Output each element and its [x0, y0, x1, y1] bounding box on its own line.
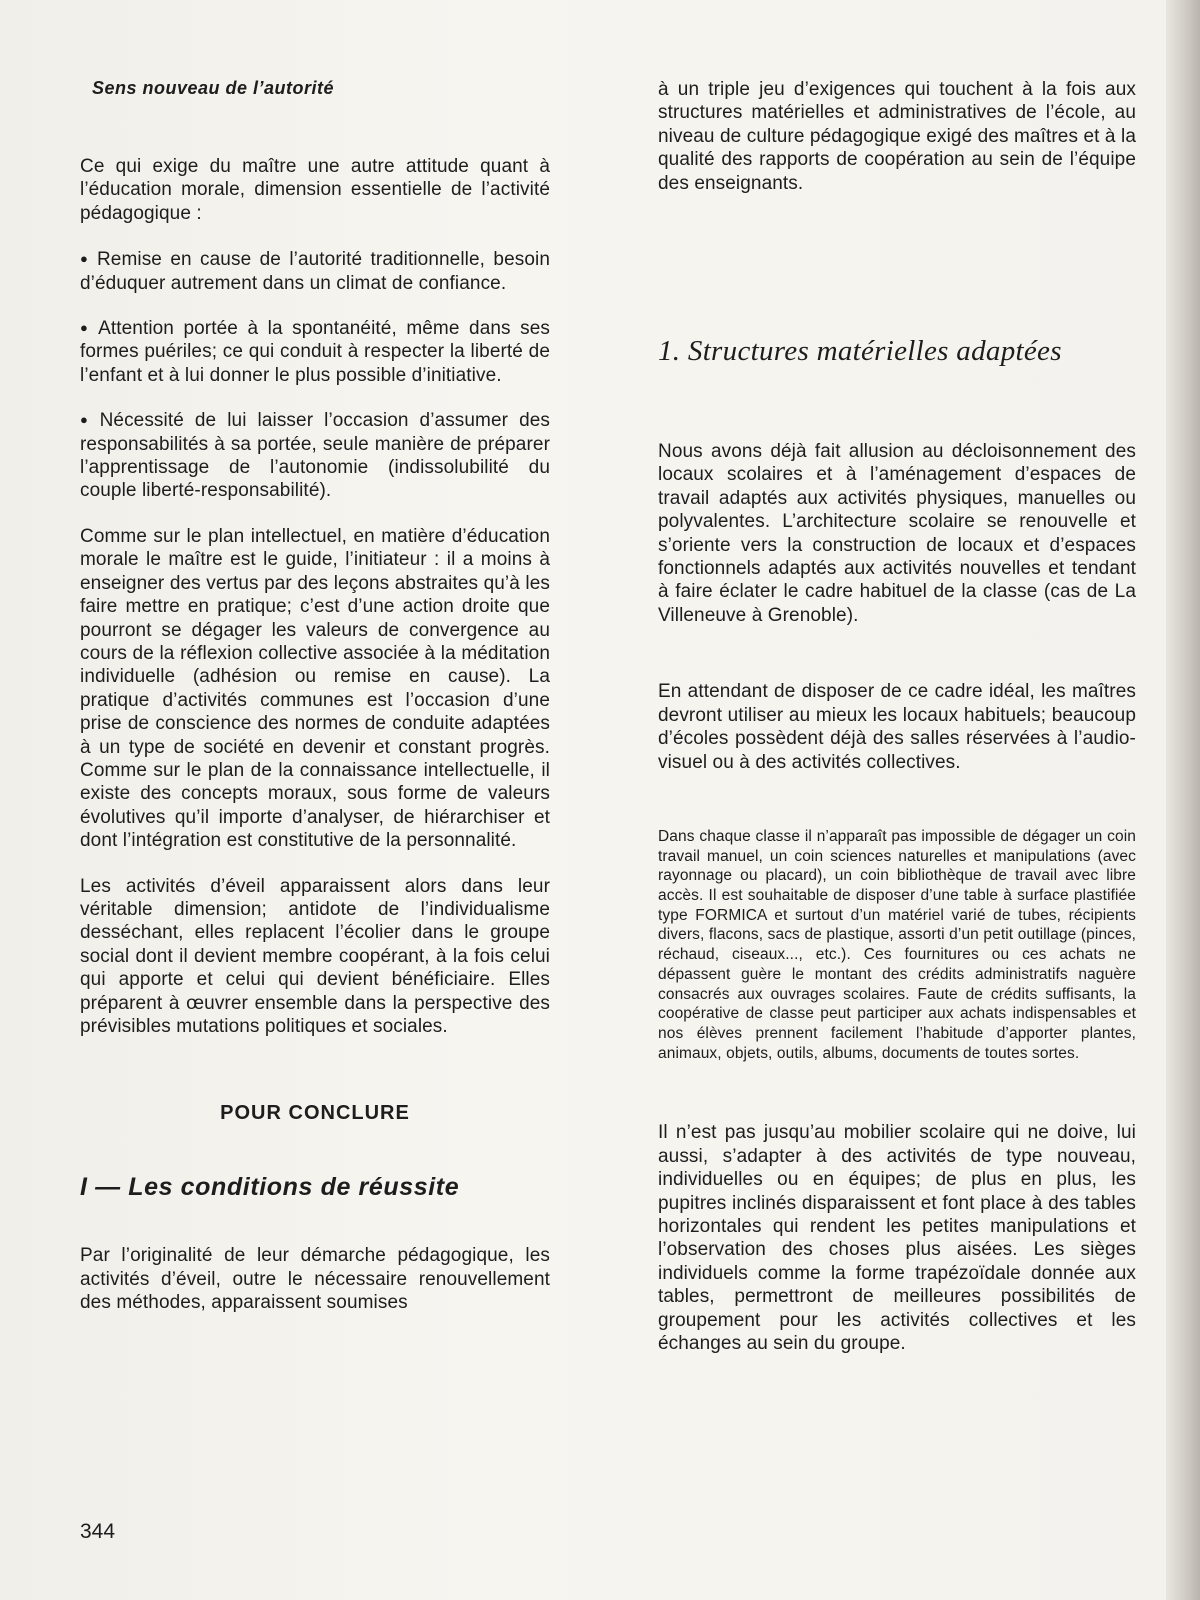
right-column — [658, 70, 1136, 1355]
bullet-text: Remise en cause de l’autorité traditionnelle, besoin d’éduquer autrement dans un climat de confiance. — [80, 249, 550, 294]
bullet-icon: ● — [80, 251, 91, 267]
small-print-paragraph: Dans chaque classe il n’apparaît pas impossible de dégager un coin travail manuel, un coin sciences naturelles et manipulations (avec rayonnage ou placard), un coin bibliothèque de travail avec libre accès. Il est souhaitable de disposer d’une table à surface plastifiée type FORMICA et surtout d’un matériel varié de tubes, récipients divers, flacons, sacs de plastique, assorti d’un petit outillage (pinces, réchaud, ciseaux..., etc.). Ces fournitures ou ces achats ne dépassent guère le montant des crédits administratifs naguère consacrés aux ouvrages scolaires. Faute de crédits suffisants, la coopérative de classe peut participer aux achats indispensables et nos élèves prennent facilement l’habitude d’apporter plantes, animaux, objets, outils, albums, documents de toutes sortes. — [658, 827, 1136, 1062]
conclusion-heading: POUR CONCLURE — [220, 1102, 410, 1125]
body-paragraph: Les activités d’éveil apparaissent alors dans leur véritable dimension; antidote de l’individualisme desséchant, elles replacent l’écolier dans le groupe social dont il devient membre coopérant, à la fois celui qui apporte et celui qui devient bénéficiaire. Elles préparent à œuvrer ensemble dans la perspective des prévisibles mutations politiques et sociales. — [80, 875, 550, 1037]
body-paragraph: En attendant de disposer de ce cadre idéal, les maîtres devront utiliser au mieux les locaux habituels; beaucoup d’écoles possèdent déjà des salles réservées à l’audio-visuel ou à des activités collectives. — [658, 681, 1136, 773]
bullet-item — [80, 316, 550, 387]
bullet-text: Attention portée à la spontanéité, même dans ses formes puériles; ce qui conduit à respecter la liberté de l’enfant et à lui donner le plus possible d’initiative. — [80, 318, 550, 386]
bullet-text: Nécessité de lui laisser l’occasion d’assumer des responsabilités à sa portée, seule manière de préparer l’apprentissage de l’autonomie (indissolubilité du couple liberté-responsabilité). — [80, 410, 551, 502]
body-paragraph: Nous avons déjà fait allusion au décloisonnement des locaux scolaires et à l’aménagement d’espaces de travail adaptés aux activités physiques, manuelles ou polyvalentes. L’architecture scolaire se renouvelle et s’oriente vers la construction de locaux et d’espaces fonctionnels adaptés aux activités nouvelles et tendant à faire éclater le cadre habituel de la classe (cas de La Villeneuve à Grenoble). — [658, 441, 1136, 626]
subheading-autorite: Sens nouveau de l’autorité — [92, 78, 335, 98]
section-heading-structures: 1. Structures matérielles adaptées — [658, 335, 1062, 368]
intro-paragraph: Ce qui exige du maître une autre attitude quant à l’éducation morale, dimension essentielle de l’activité pédagogique : — [80, 156, 550, 224]
bullet-icon: ● — [80, 412, 94, 428]
bullet-item — [80, 247, 550, 295]
left-column — [80, 70, 550, 1315]
body-paragraph: Par l’originalité de leur démarche pédagogique, les activités d’éveil, outre le nécessaire renouvellement des méthodes, apparaissent soumises — [80, 1245, 550, 1314]
section-heading: I — Les conditions de réussite — [80, 1173, 460, 1202]
page-number: 344 — [80, 1520, 116, 1543]
body-paragraph: Il n’est pas jusqu’au mobilier scolaire qui ne doive, lui aussi, s’adapter à des activités de type nouveau, individuelles ou en équipes; de plus en plus, les pupitres inclinés disparaissent et font place à des tables horizontales qui rendent les petites manipulations et l’observation des choses plus aisées. Les sièges individuels comme la forme trapézoïdale donnée aux tables, permettront de meilleures possibilités de groupement pour les activités collectives et les échanges au sein du groupe. — [658, 1122, 1136, 1354]
page-edge — [1166, 0, 1200, 1600]
bullet-item — [80, 408, 550, 503]
body-paragraph: à un triple jeu d’exigences qui touchent à la fois aux structures matérielles et administratives de l’école, au niveau de culture pédagogique exigé des maîtres et à la qualité des rapports de coopération au sein de l’équipe des enseignants. — [658, 79, 1136, 194]
bullet-icon: ● — [80, 320, 93, 336]
body-paragraph: Comme sur le plan intellectuel, en matière d’éducation morale le maître est le guide, l’initiateur : il a moins à enseigner des vertus par des leçons abstraites qu’à les faire mettre en pratique; c’est d’une action droite que pourront se dégager les valeurs de convergence au cours de la réflexion collective associée à la méditation individuelle (adhésion ou remise en cause). La pratique d’activités communes est l’occasion d’une prise de conscience des normes de conduite adaptées à un type de société en devenir et constant progrès. Comme sur le plan de la connaissance intellectuelle, il existe des concepts moraux, sous forme de valeurs évolutives qu’il importe d’analyser, de hiérarchiser et dont l’intégration est constitutive de la personnalité. — [80, 525, 550, 852]
